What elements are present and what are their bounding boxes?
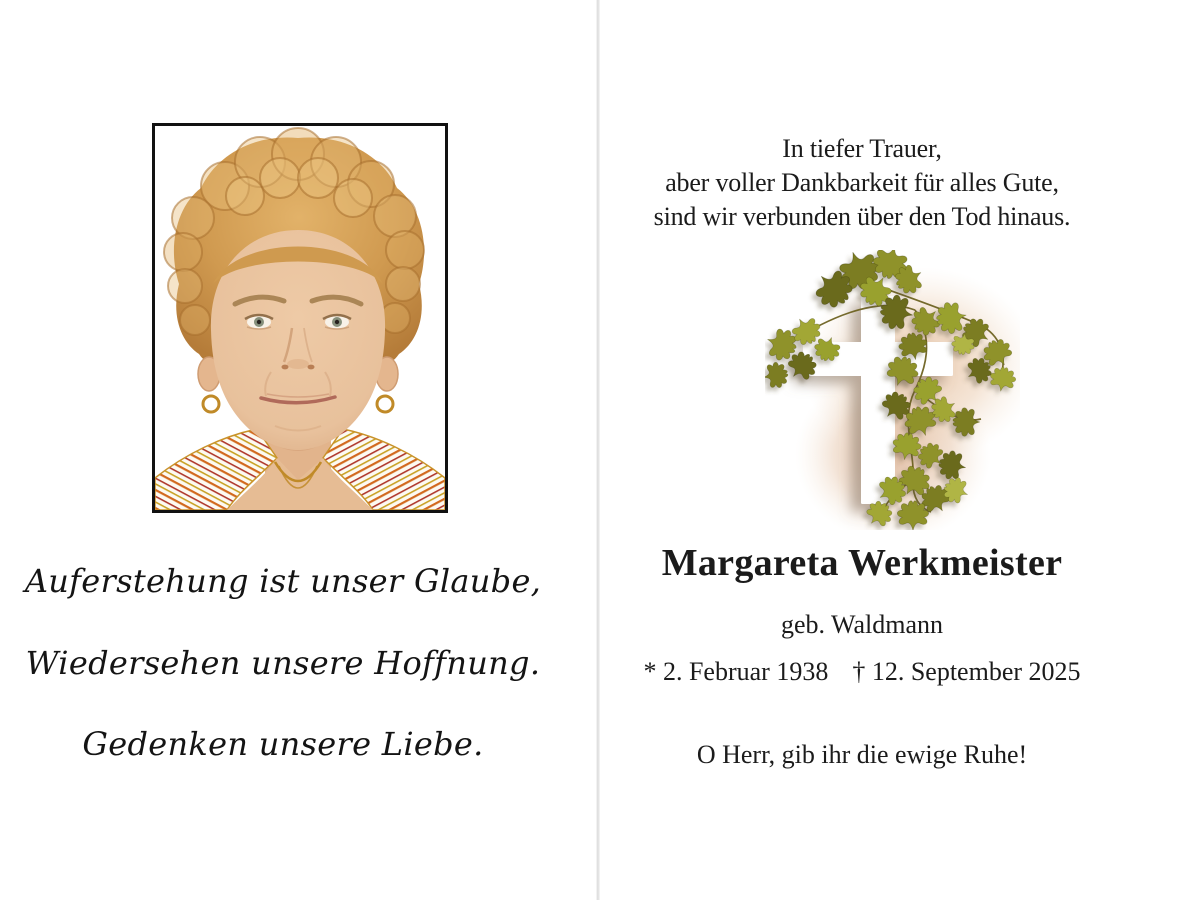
- cross-ivy-graphic: [765, 250, 1020, 530]
- intro-line-1: In tiefer Trauer,: [782, 134, 942, 163]
- intro-line-3: sind wir verbunden über den Tod hinaus.: [653, 202, 1071, 231]
- intro-text: [599, 132, 1125, 234]
- maiden-name: geb. Waldmann: [780, 610, 944, 639]
- intro-line-2: aber voller Dankbarkeit für alles Gute,: [665, 168, 1059, 197]
- deceased-name: Margareta Werkmeister: [661, 542, 1063, 584]
- portrait-illustration: [155, 126, 445, 510]
- eye-left: [245, 315, 273, 329]
- portrait-photo: [152, 123, 448, 513]
- eye-right: [323, 315, 351, 329]
- verse-line-2: Wiedersehen unsere Hoffnung.: [25, 644, 541, 682]
- verse-line-3: Gedenken unsere Liebe.: [82, 725, 484, 763]
- life-dates: [599, 657, 1125, 687]
- verse-line-1: Auferstehung ist unser Glaube,: [24, 562, 542, 600]
- birth-date: * 2. Februar 1938: [643, 657, 829, 686]
- prayer-line: O Herr, gib ihr die ewige Ruhe!: [696, 740, 1028, 769]
- death-date: † 12. September 2025: [852, 657, 1081, 686]
